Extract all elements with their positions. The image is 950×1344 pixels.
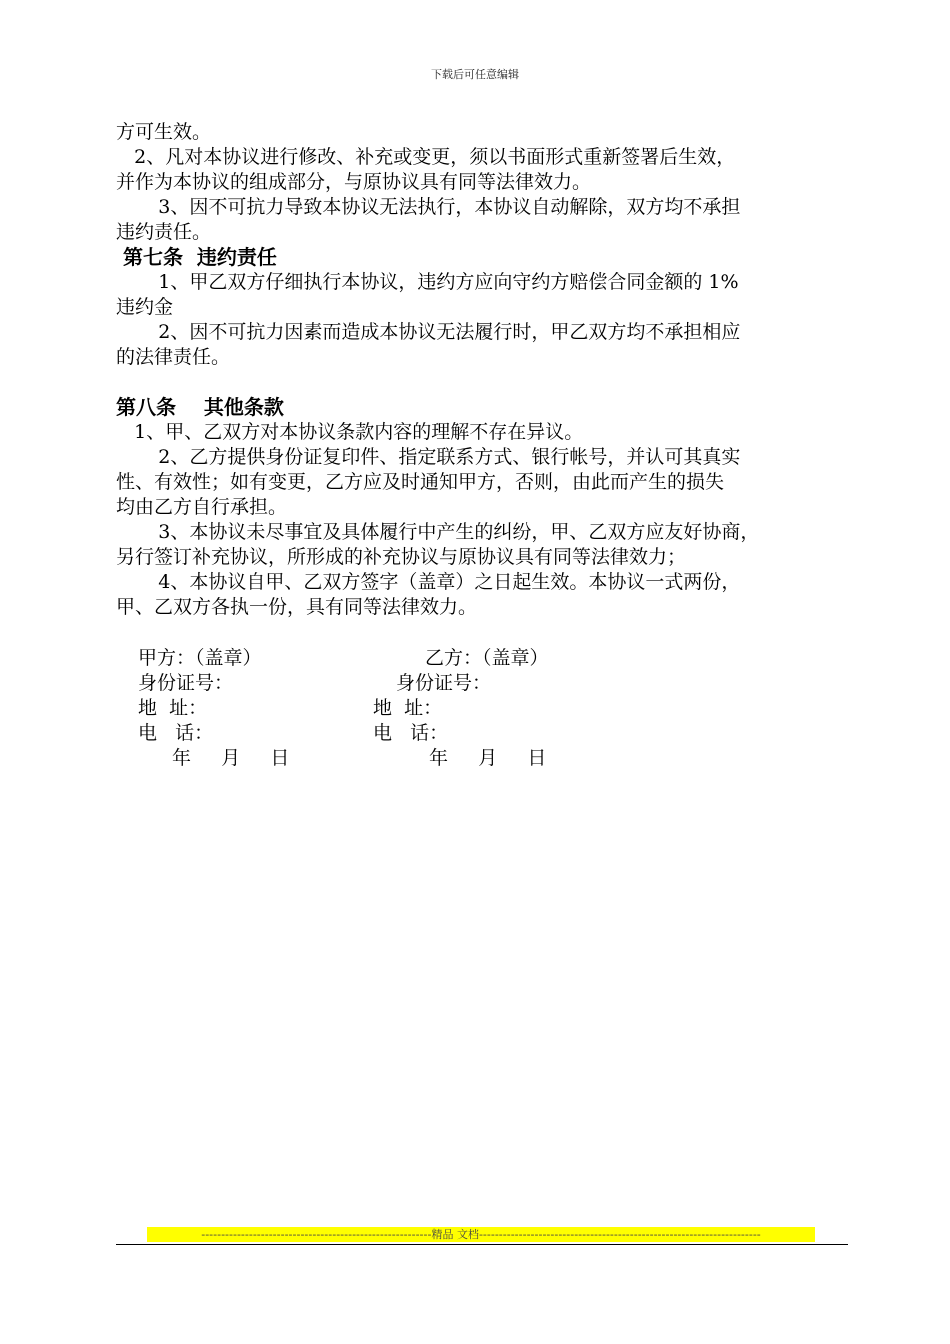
article-7-line: 的法律责任。 [116,346,231,368]
party-b-phone: 电 话： [373,722,449,744]
party-b-id: 身份证号： [396,672,492,694]
paragraph-line: 并作为本协议的组成部分，与原协议具有同等法律效力。 [116,171,592,193]
article-8-line: 1、甲、乙双方对本协议条款内容的理解不存在异议。 [116,421,584,443]
party-a-phone: 电 话： [138,722,214,744]
article-8-line: 甲、乙双方各执一份，具有同等法律效力。 [116,596,478,618]
footer-banner: ----------------------------------------------------------精品 文档----------------------------------------------------------------------- [147,1227,815,1242]
article-8-line: 另行签订补充协议，所形成的补充协议与原协议具有同等法律效力； [116,546,687,568]
page-header-note: 下载后可任意编辑 [431,68,519,81]
paragraph-line: 方可生效。 [116,121,212,143]
party-a-address: 地 址： [138,697,208,719]
article-7-title: 第七条 违约责任 [116,245,277,269]
document-body [116,120,851,620]
party-b-date: 年 月 日 [429,747,547,769]
party-a-id: 身份证号： [138,672,234,694]
article-7-line: 1、甲乙双方仔细执行本协议，违约方应向守约方赔偿合同金额的 1% [116,271,739,293]
article-8-title: 第八条 其他条款 [116,395,284,419]
paragraph-line: 违约责任。 [116,221,212,243]
article-8-line: 性、有效性；如有变更，乙方应及时通知甲方，否则，由此而产生的损失 [116,471,725,493]
article-8-line: 2、乙方提供身份证复印件、指定联系方式、银行帐号，并认可其真实 [116,446,741,468]
party-b-address: 地 址： [373,697,443,719]
article-8-line: 3、本协议未尽事宜及具体履行中产生的纠纷，甲、乙双方应友好协商， [116,521,760,543]
article-7-line: 2、因不可抗力因素而造成本协议无法履行时，甲乙双方均不承担相应 [116,321,741,343]
blank-gap [116,370,851,395]
party-a-seal: 甲方：（盖章） [138,647,262,669]
article-8-line: 均由乙方自行承担。 [116,496,288,518]
footer-divider [116,1244,848,1245]
paragraph-line: 2、凡对本协议进行修改、补充或变更，须以书面形式重新签署后生效， [116,146,736,168]
party-b-seal: 乙方：（盖章） [425,647,549,669]
article-7-line: 违约金 [116,296,174,318]
paragraph-line: 3、因不可抗力导致本协议无法执行，本协议自动解除，双方均不承担 [116,196,741,218]
party-a-date: 年 月 日 [172,747,290,769]
article-8-line: 4、本协议自甲、乙双方签字（盖章）之日起生效。本协议一式两份， [116,571,741,593]
